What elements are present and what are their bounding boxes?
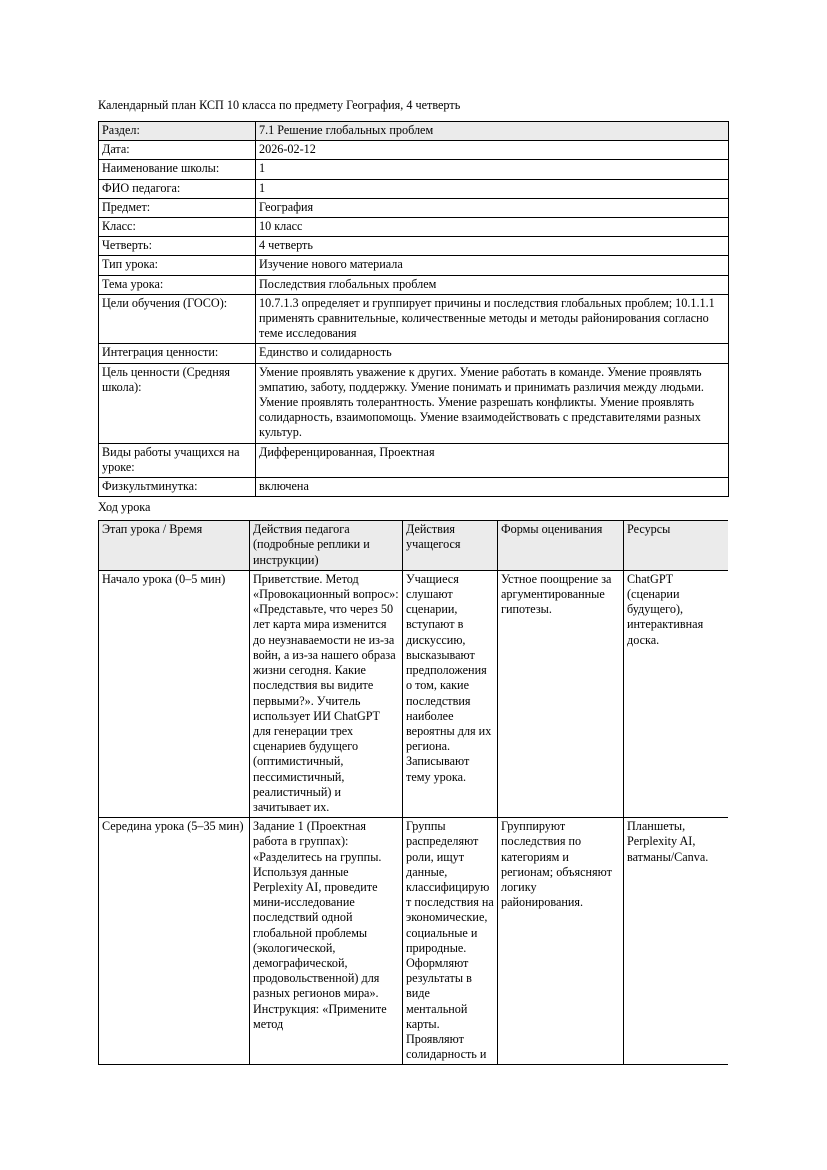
info-row-label: Интеграция ценности: <box>99 344 256 363</box>
info-row-label: Наименование школы: <box>99 160 256 179</box>
table-row <box>99 344 729 363</box>
info-row-value: 2026-02-12 <box>256 141 729 160</box>
info-row-value: 1 <box>256 160 729 179</box>
flow-teacher-cell: Задание 1 (Проектная работа в группах): «Разделитесь на группы. Используя данные Perplexity AI, проведите мини-исследование последствий одной глобальной проблемы (экологической, демографической, продовольственной) для разных регионов мира». Инструкция: «Примените метод <box>250 818 403 1065</box>
lesson-flow-table-body <box>99 570 729 1065</box>
lesson-flow-table <box>98 520 728 1065</box>
column-header: Формы оценивания <box>498 521 624 571</box>
table-row <box>99 443 729 477</box>
page-title: Календарный план КСП 10 класса по предмету География, 4 четверть <box>98 98 461 112</box>
flow-teacher-cell: Приветствие. Метод «Провокационный вопрос»: «Представьте, что через 50 лет карта мира изменится до неузнаваемости не из-за войн, а из-за нашего образа жизни сегодня. Какие последствия вы видите первыми?». Учитель использует ИИ ChatGPT для генерации трех сценариев будущего (оптимистичный, пессимистичный, реалистичный) и зачитывает их. <box>250 570 403 817</box>
table-row <box>99 818 729 1065</box>
column-header: Этап урока / Время <box>99 521 250 571</box>
lesson-flow-clip <box>98 520 728 1065</box>
info-row-label: Класс: <box>99 218 256 237</box>
table-row <box>99 160 729 179</box>
info-row-value: 1 <box>256 179 729 198</box>
info-row-label: Физкультминутка: <box>99 478 256 497</box>
table-row <box>99 179 729 198</box>
flow-student-cell: Учащиеся слушают сценарии, вступают в дискуссию, высказывают предположения о том, какие последствия наиболее вероятны для их региона. Записывают тему урока. <box>403 570 498 817</box>
lesson-info-table-body <box>99 122 729 497</box>
lesson-info-table <box>98 121 729 497</box>
info-row-label: Раздел: <box>99 122 256 141</box>
info-row-value: Умение проявлять уважение к других. Умение работать в команде. Умение проявлять эмпатию, заботу, поддержку. Умение понимать и принимать различия между людьми. Умение проявлять толерантность. Умение разрешать конфликты. Умение проявлять солидарность, взаимопомощь. Умение взаимодействовать с представителями разных культур. <box>256 363 729 443</box>
page-content <box>98 98 728 1065</box>
info-row-value: 4 четверть <box>256 237 729 256</box>
table-row <box>99 141 729 160</box>
table-row <box>99 478 729 497</box>
info-row-label: Тема урока: <box>99 275 256 294</box>
info-row-label: Четверть: <box>99 237 256 256</box>
info-row-label: Цели обучения (ГОСО): <box>99 294 256 344</box>
flow-resources-cell: ChatGPT (сценарии будущего), интерактивная доска. <box>624 570 729 817</box>
lesson-flow-heading: Ход урока <box>98 500 151 515</box>
flow-resources-cell: Планшеты, Perplexity AI, ватманы/Canva. <box>624 818 729 1065</box>
info-row-value: 10.7.1.3 определяет и группирует причины и последствия глобальных проблем; 10.1.1.1 применять сравнительные, количественные методы и методы районирования согласно теме исследования <box>256 294 729 344</box>
info-row-label: ФИО педагога: <box>99 179 256 198</box>
info-row-label: Виды работы учащихся на уроке: <box>99 443 256 477</box>
table-row <box>99 237 729 256</box>
column-header: Действия учащегося <box>403 521 498 571</box>
table-row <box>99 294 729 344</box>
table-row <box>99 570 729 817</box>
info-row-value: включена <box>256 478 729 497</box>
info-row-value: География <box>256 198 729 217</box>
flow-stage-cell: Начало урока (0–5 мин) <box>99 570 250 817</box>
info-row-value: Изучение нового материала <box>256 256 729 275</box>
column-header: Ресурсы <box>624 521 729 571</box>
table-row <box>99 218 729 237</box>
column-header: Действия педагога (подробные реплики и инструкции) <box>250 521 403 571</box>
info-row-value: Последствия глобальных проблем <box>256 275 729 294</box>
table-row <box>99 198 729 217</box>
info-row-label: Цель ценности (Средняя школа): <box>99 363 256 443</box>
flow-assessment-cell: Устное поощрение за аргументированные гипотезы. <box>498 570 624 817</box>
table-header-row <box>99 521 729 571</box>
table-row <box>99 256 729 275</box>
info-row-label: Дата: <box>99 141 256 160</box>
info-row-value: Дифференцированная, Проектная <box>256 443 729 477</box>
info-row-label: Предмет: <box>99 198 256 217</box>
table-row <box>99 275 729 294</box>
info-row-label: Тип урока: <box>99 256 256 275</box>
flow-student-cell: Группы распределяют роли, ищут данные, классифицируют последствия на экономические, социальные и природные. Оформляют результаты в виде ментальной карты. Проявляют солидарность и <box>403 818 498 1065</box>
flow-stage-cell: Середина урока (5–35 мин) <box>99 818 250 1065</box>
info-row-value: Единство и солидарность <box>256 344 729 363</box>
lesson-flow-table-head <box>99 521 729 571</box>
info-row-value: 7.1 Решение глобальных проблем <box>256 122 729 141</box>
flow-assessment-cell: Группируют последствия по категориям и регионам; объясняют логику районирования. <box>498 818 624 1065</box>
table-row <box>99 363 729 443</box>
info-row-value: 10 класс <box>256 218 729 237</box>
table-row <box>99 122 729 141</box>
